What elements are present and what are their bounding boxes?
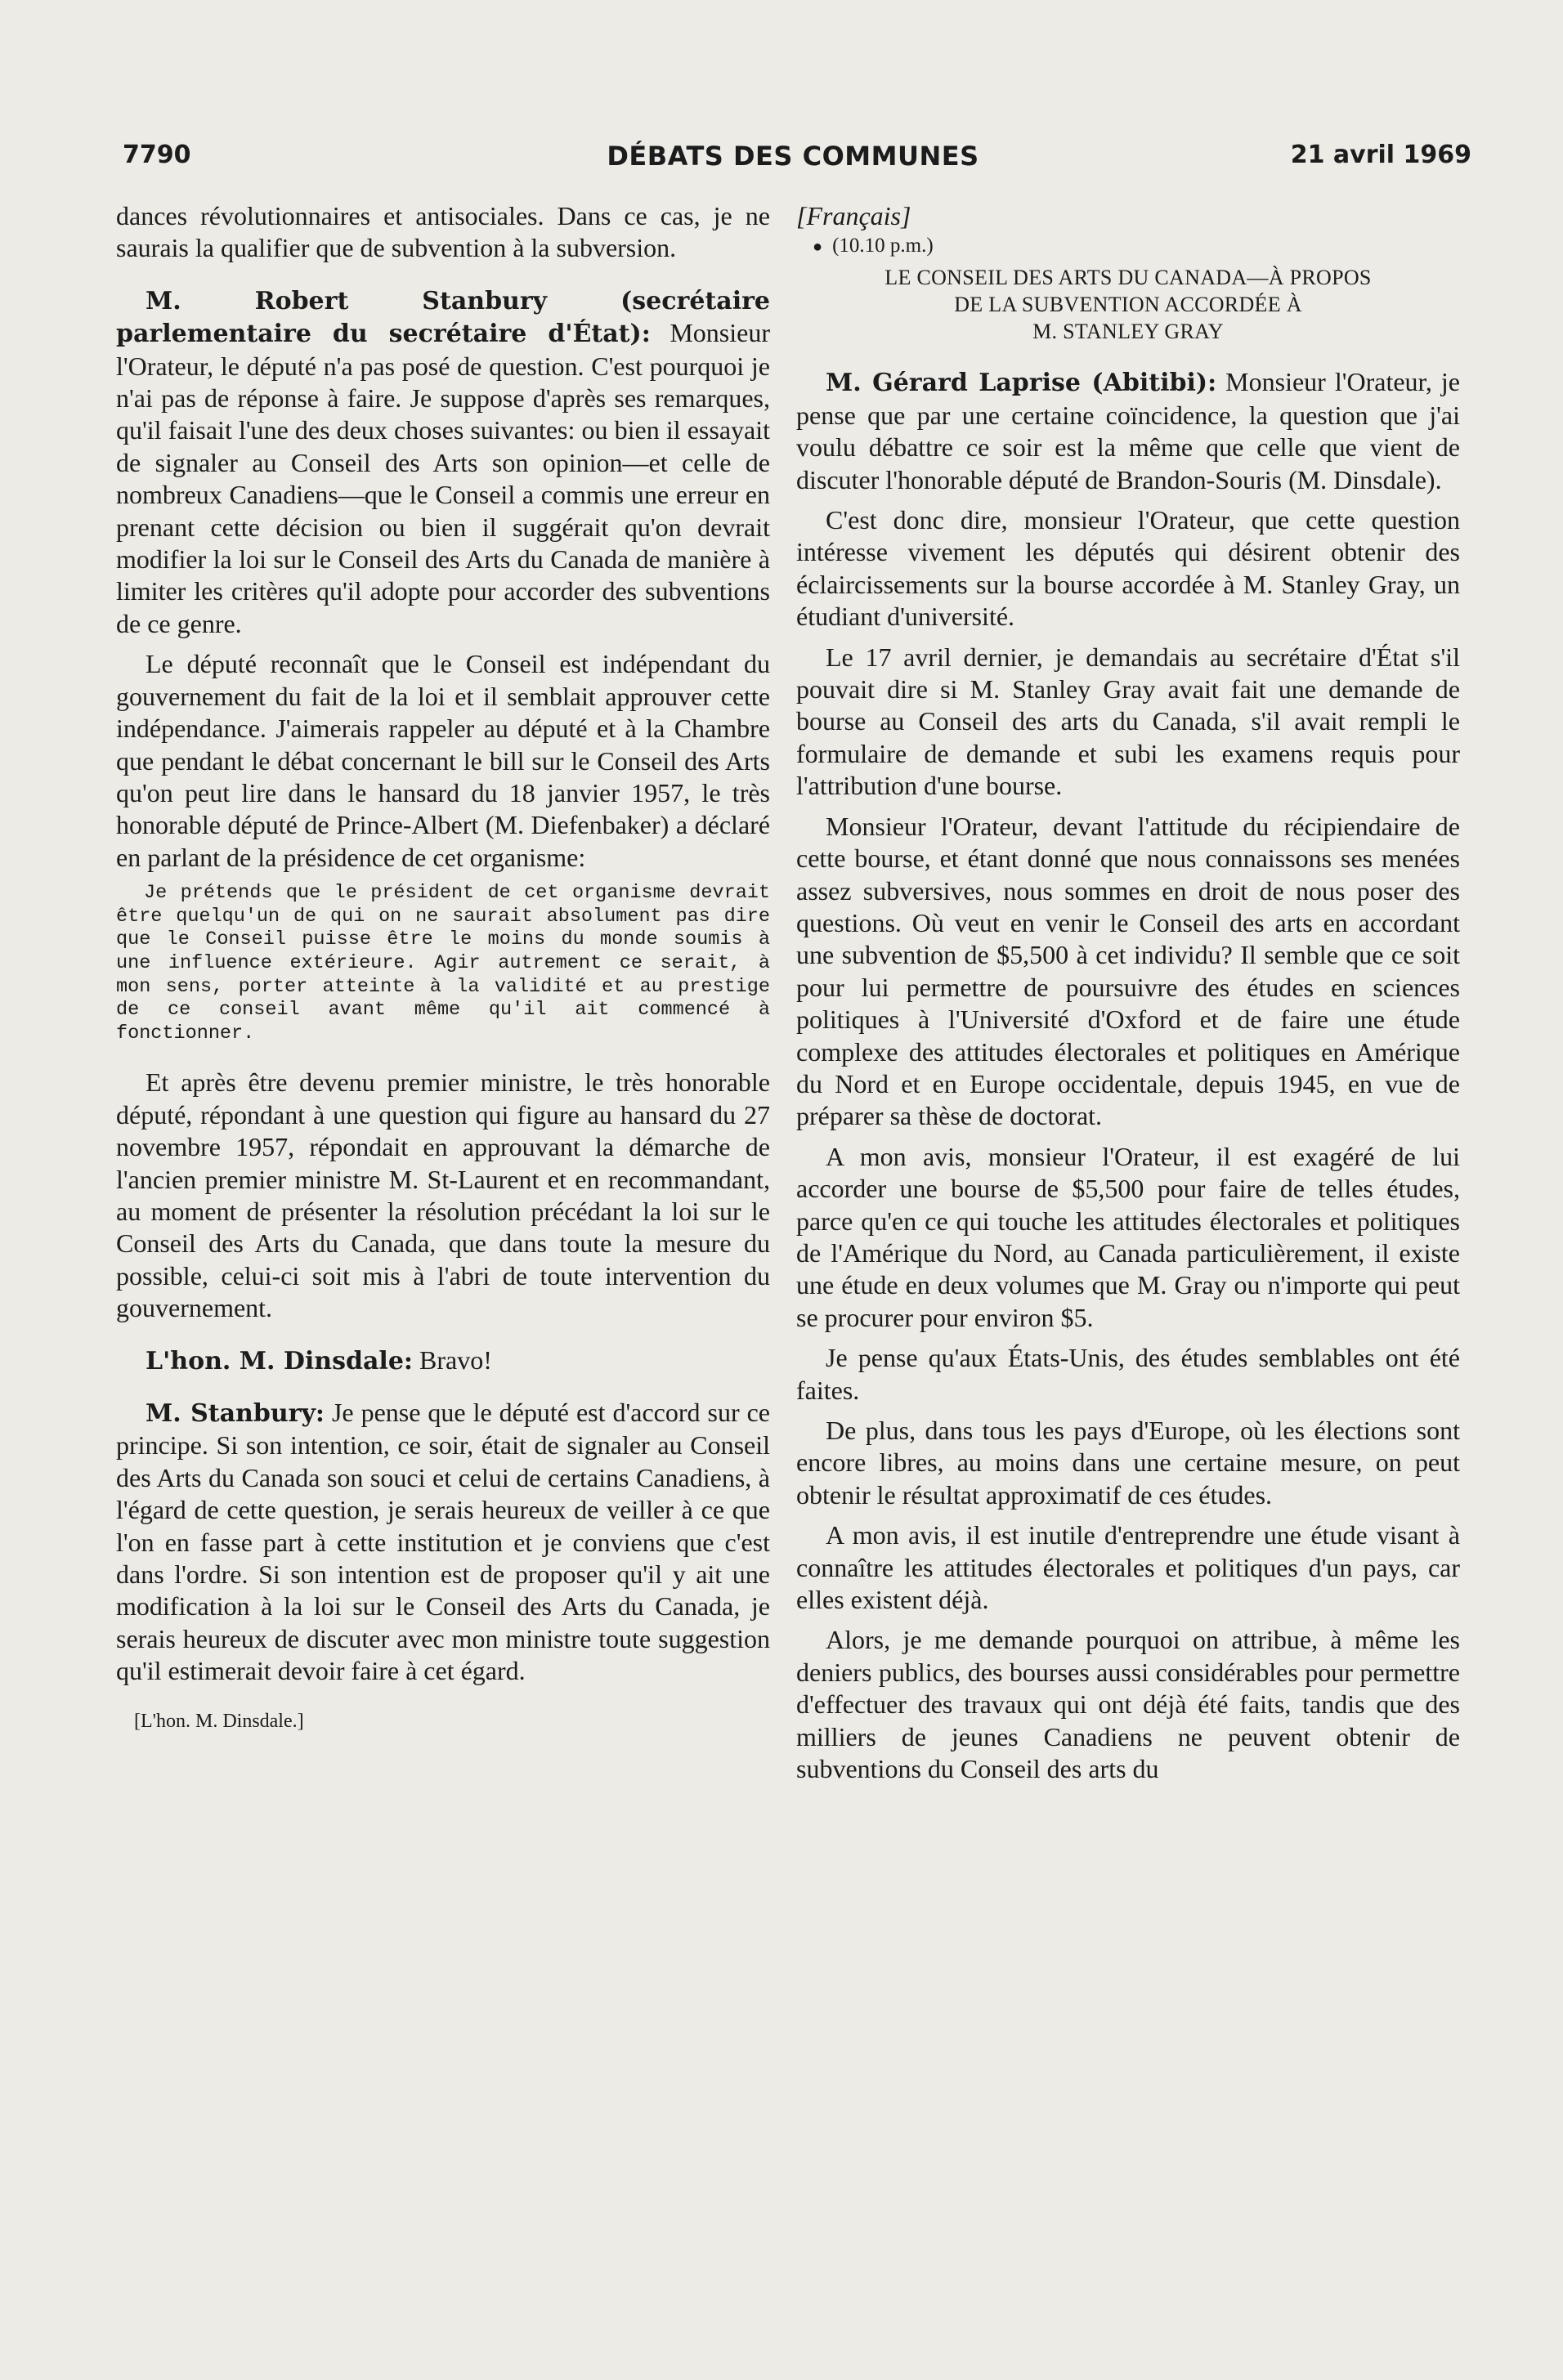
block-quote: Je prétends que le président de cet organisme devrait être quelqu'un de qui on ne saurait absolument pas dire que le Conseil puisse être le moins du monde soumis à une influence extérieure. Agir autrement ce serait, à mon sens, porter atteinte à la validité et au prestige de ce conseil avant même qu'il ait commencé à fonctionner.: [116, 882, 770, 1045]
paragraph: Monsieur l'Orateur, devant l'attitude du récipiendaire de cette bourse, et étant donné que nous connaissons ses menées assez subversives, nous sommes en droit de nous poser des questions. Où veut en venir le Conseil des arts en accordant une subvention de $5,500 à cet individu? Il semble que ce soit pour lui permettre de poursuivre des études en sciences politiques à l'Université d'Oxford et de faire une étude complexe des attitudes électorales et politiques en Amérique du Nord et en Europe occidentale, depuis 1945, en vue de préparer sa thèse de doctorat.: [796, 811, 1460, 1131]
page-date: 21 avril 1969: [1290, 141, 1471, 169]
speaker-name: M. Robert Stanbury (secrétaire parlementaire du secrétaire d'État):: [116, 286, 770, 349]
speech-text: Monsieur l'Orateur, je pense que par une certaine coïncidence, la question que j'ai voulu débattre ce soir est la même que celle que vient de discuter l'honorable député de Brandon-Souris (M. Dinsdale).: [796, 367, 1460, 494]
paragraph: Et après être devenu premier ministre, le très honorable député, répondant à une question qui figure au hansard du 27 novembre 1957, répondait en approuvant la démarche de l'ancien premier ministre M. St-Laurent et en recommandant, au moment de présenter la résolution précédant la loi sur le Conseil des Arts du Canada, que dans toute la mesure du possible, celui-ci soit mis à l'abri de toute intervention du gouvernement.: [116, 1067, 770, 1323]
paragraph: A mon avis, il est inutile d'entreprendre une étude visant à connaître les attitudes électorales et politiques d'un pays, car elles existent déjà.: [796, 1520, 1460, 1615]
paragraph: Alors, je me demande pourquoi on attribue, à même les deniers publics, des bourses aussi considérables pour permettre d'effectuer des travaux qui ont déjà été faits, tandis que des milliers de jeunes Canadiens ne peuvent obtenir de subventions du Conseil des arts du: [796, 1625, 1460, 1784]
speaker-name: L'hon. M. Dinsdale:: [146, 1346, 413, 1376]
speaker-name: M. Gérard Laprise (Abitibi):: [826, 369, 1217, 398]
speech-dinsdale: [116, 1344, 770, 1377]
speech-laprise: [796, 366, 1460, 496]
paragraph: Le député reconnaît que le Conseil est indépendant du gouvernement du fait de la loi et il semblait approuver cette indépendance. J'aimerais rappeler au député et à la Chambre que pendant le débat concernant le bill sur le Conseil des Arts qu'on peut lire dans le hansard du 18 janvier 1957, le très honorable député de Prince-Albert (M. Diefenbaker) a déclaré en parlant de la présidence de cet organisme:: [116, 649, 770, 872]
paragraph: Je pense qu'aux États-Unis, des études semblables ont été faites.: [796, 1343, 1460, 1405]
paragraph: A mon avis, monsieur l'Orateur, il est exagéré de lui accorder une bourse de $5,500 pour faire de telles études, parce qu'en ce qui touche les attitudes électorales et politiques de l'Amérique du Nord, au Canada particulièrement, il existe une étude en deux volumes que M. Gray ou n'importe qui peut se procurer pour environ $5.: [796, 1141, 1460, 1332]
paragraph: dances révolutionnaires et antisociales. Dans ce cas, je ne saurais la qualifier que de subvention à la subversion.: [116, 201, 770, 263]
section-title-line: DE LA SUBVENTION ACCORDÉE À: [954, 293, 1302, 317]
paragraph: De plus, dans tous les pays d'Europe, où les élections sont encore libres, au moins dans une certaine mesure, on peut obtenir le résultat approximatif de ces études.: [796, 1416, 1460, 1510]
page-number: 7790: [123, 141, 191, 169]
section-title: [796, 264, 1460, 345]
publication-title: DÉBATS DES COMMUNES: [607, 141, 979, 172]
speech-stanbury-2: [116, 1397, 770, 1688]
speech-text: Monsieur l'Orateur, le député n'a pas posé de question. C'est pourquoi je n'ai pas de réponse à faire. Je suppose d'après ses remarques, qu'il faisait l'une des deux choses suivantes: ou bien il essayait de signaler au Conseil des Arts son opinion—et celle de nombreux Canadiens—que le Conseil a commis une erreur en prenant cette décision ou bien il suggérait qu'on devrait modifier la loi sur le Conseil des Arts du Canada de manière à limiter les critères qu'il adopte pour accorder des subventions de ce genre.: [116, 318, 770, 638]
timestamp: [813, 232, 1460, 261]
page-header: [114, 139, 1471, 180]
speech-text: Je pense que le député est d'accord sur ce principe. Si son intention, ce soir, était de signaler au Conseil des Arts du Canada son souci et celui de certains Canadiens, à l'égard de cette question, je serais heureux de veiller à ce que l'on en fasse part à cette institution et je conviens que c'est dans l'ordre. Si son intention est de proposer qu'il y ait une modification à la loi sur le Conseil des Arts du Canada, je serais heureux de discuter avec mon ministre toute suggestion qu'il estimerait devoir faire à cet égard.: [116, 1397, 771, 1686]
bullet-icon: ●: [813, 238, 823, 257]
speech-text: Bravo!: [419, 1344, 492, 1375]
speaker-name: M. Stanbury:: [146, 1398, 325, 1428]
footer-reference: [L'hon. M. Dinsdale.]: [134, 1710, 304, 1732]
paragraph: Le 17 avril dernier, je demandais au secrétaire d'État s'il pouvait dire si M. Stanley Gray avait fait une demande de bourse au Conseil des arts du Canada, s'il avait rempli le formulaire de demande et subi les examens requis pour l'attribution d'une bourse.: [796, 642, 1460, 801]
timestamp-text: (10.10 p.m.): [832, 235, 934, 257]
section-title-line: LE CONSEIL DES ARTS DU CANADA—À PROPOS: [885, 266, 1372, 290]
left-column: [116, 200, 770, 1738]
speech-stanbury: [116, 284, 770, 640]
section-title-line: M. STANLEY GRAY: [1032, 320, 1224, 344]
paragraph: C'est donc dire, monsieur l'Orateur, que cette question intéresse vivement les députés qui désirent obtenir des éclaircissements sur la bourse accordée à M. Stanley Gray, un étudiant d'université.: [796, 505, 1460, 632]
language-marker: [Français]: [796, 201, 911, 230]
right-column: [796, 200, 1460, 1793]
